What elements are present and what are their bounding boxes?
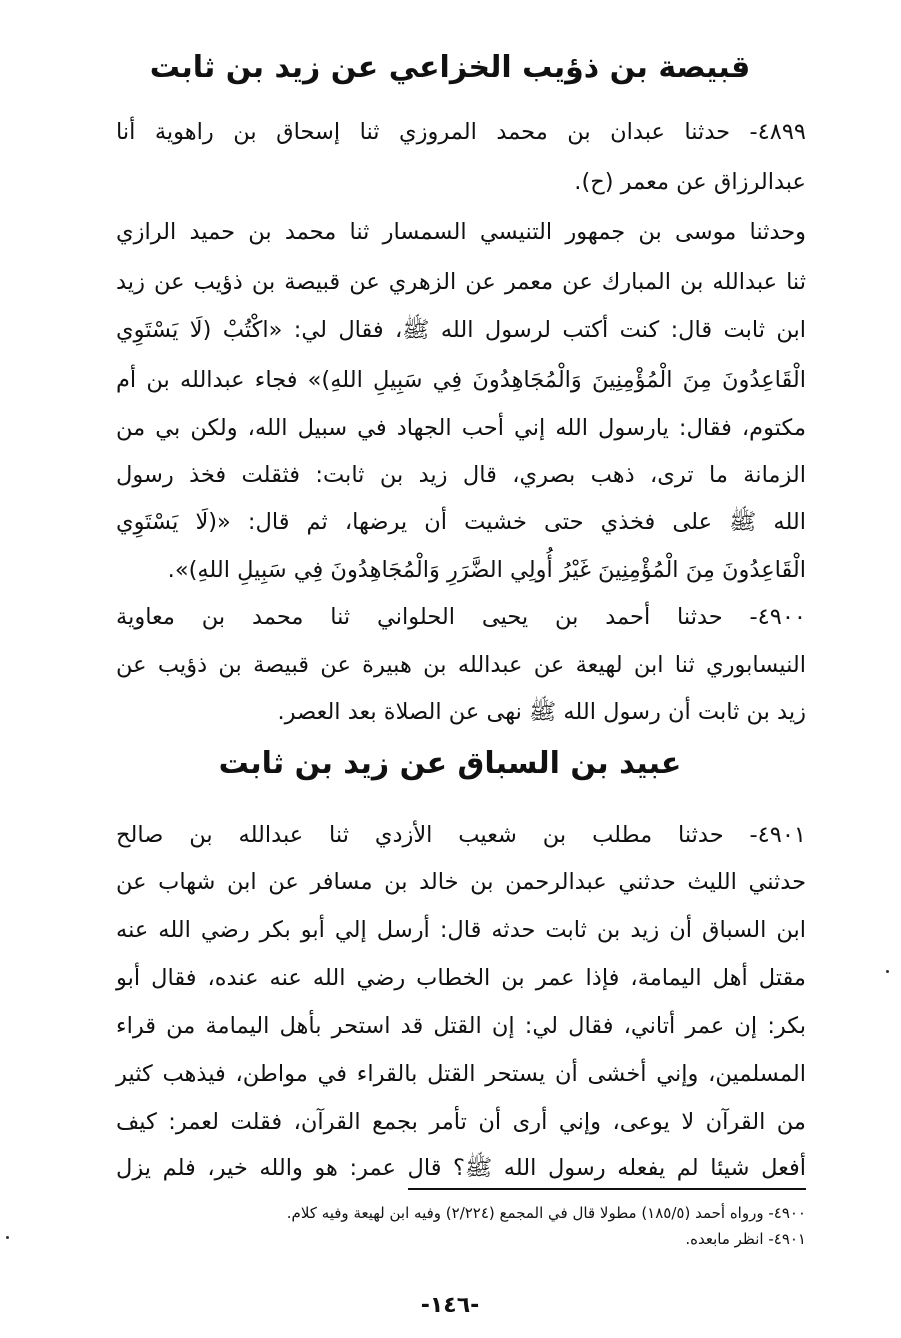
hadith-4899-line-1: ٤٨٩٩- حدثنا عبدان بن محمد المروزي ثنا إسحاق بن راهوية أنا (116, 119, 806, 145)
section-heading-qabisa: قبيصة بن ذؤيب الخزاعي عن زيد بن ثابت (149, 50, 751, 85)
hadith-4901-line-3: ابن السباق أن زيد بن ثابت حدثه قال: أرسل إلي أبو بكر رضي الله عنه (116, 917, 806, 943)
hadith-4899-line-6: الْقَاعِدُونَ مِنَ الْمُؤْمِنِينَ وَالْمُجَاهِدُونَ فِي سَبِيلِ اللهِ)» فجاء عبدالله بن أم (116, 367, 806, 393)
scan-speck (6, 1236, 9, 1239)
hadith-4900-line-1: ٤٩٠٠- حدثنا أحمد بن يحيى الحلواني ثنا محمد بن معاوية (116, 604, 806, 630)
hadith-4899-line-4: ثنا عبدالله بن المبارك عن معمر عن الزهري عن قبيصة بن ذؤيب عن زيد (116, 269, 806, 295)
hadith-4899-line-3: وحدثنا موسى بن جمهور التنيسي السمسار ثنا محمد بن حميد الرازي (116, 219, 806, 245)
footnote-separator (408, 1188, 806, 1190)
hadith-4901-line-5: بكر: إن عمر أتاني، فقال لي: إن القتل قد استحر بأهل اليمامة من قراء (116, 1013, 806, 1039)
page-number: -١٤٦- (420, 1293, 480, 1318)
hadith-4899-line-5: ابن ثابت قال: كنت أكتب لرسول الله ﷺ، فقال لي: «اكْتُبْ (لَا يَسْتَوِي (116, 317, 806, 343)
footnote-4900: ٤٩٠٠- ورواه أحمد (١٨٥/٥) مطولا قال في المجمع (٢/٢٢٤) وفيه ابن لهيعة وفيه كلام. (286, 1204, 806, 1222)
hadith-4901-line-1: ٤٩٠١- حدثنا مطلب بن شعيب الأزدي ثنا عبدالله بن صالح (116, 822, 806, 848)
section-heading-ubayd: عبيد بن السباق عن زيد بن ثابت (218, 746, 682, 781)
hadith-4899-line-2: عبدالرزاق عن معمر (ح). (574, 169, 806, 195)
hadith-4899-line-9: الله ﷺ على فخذي حتى خشيت أن يرضها، ثم قال: «(لَا يَسْتَوِي (116, 509, 806, 535)
hadith-4900-line-3: زيد بن ثابت أن رسول الله ﷺ نهى عن الصلاة بعد العصر. (277, 699, 806, 725)
hadith-4901-line-8: أفعل شيئا لم يفعله رسول الله ﷺ؟ قال عمر: هو والله خير، فلم يزل (116, 1155, 806, 1181)
hadith-4901-line-7: من القرآن لا يوعى، وإني أرى أن تأمر بجمع القرآن، فقلت لعمر: كيف (116, 1109, 806, 1135)
hadith-4901-line-2: حدثني الليث حدثني عبدالرحمن بن خالد بن مسافر عن ابن شهاب عن (116, 869, 806, 895)
hadith-4900-line-2: النيسابوري ثنا ابن لهيعة عن عبدالله بن هبيرة عن قبيصة بن ذؤيب عن (116, 652, 806, 678)
hadith-4901-line-6: المسلمين، وإني أخشى أن يستحر القتل بالقراء في مواطن، فيذهب كثير (116, 1061, 806, 1087)
hadith-4901-line-4: مقتل أهل اليمامة، فإذا عمر بن الخطاب رضي الله عنه عنده، فقال أبو (116, 965, 806, 991)
hadith-4899-line-8: الزمانة ما ترى، ذهب بصري، قال زيد بن ثابت: فثقلت فخذ رسول (116, 462, 806, 488)
footnote-4901: ٤٩٠١- انظر مابعده. (685, 1230, 806, 1248)
hadith-4899-line-7: مكتوم، فقال: يارسول الله إني أحب الجهاد في سبيل الله، ولكن بي من (116, 415, 806, 441)
hadith-4899-line-10: الْقَاعِدُونَ مِنَ الْمُؤْمِنِينَ غَيْرُ أُولِي الضَّرَرِ وَالْمُجَاهِدُونَ فِي سَبِيلِ اللهِ)». (167, 557, 806, 583)
scan-speck (886, 970, 889, 973)
